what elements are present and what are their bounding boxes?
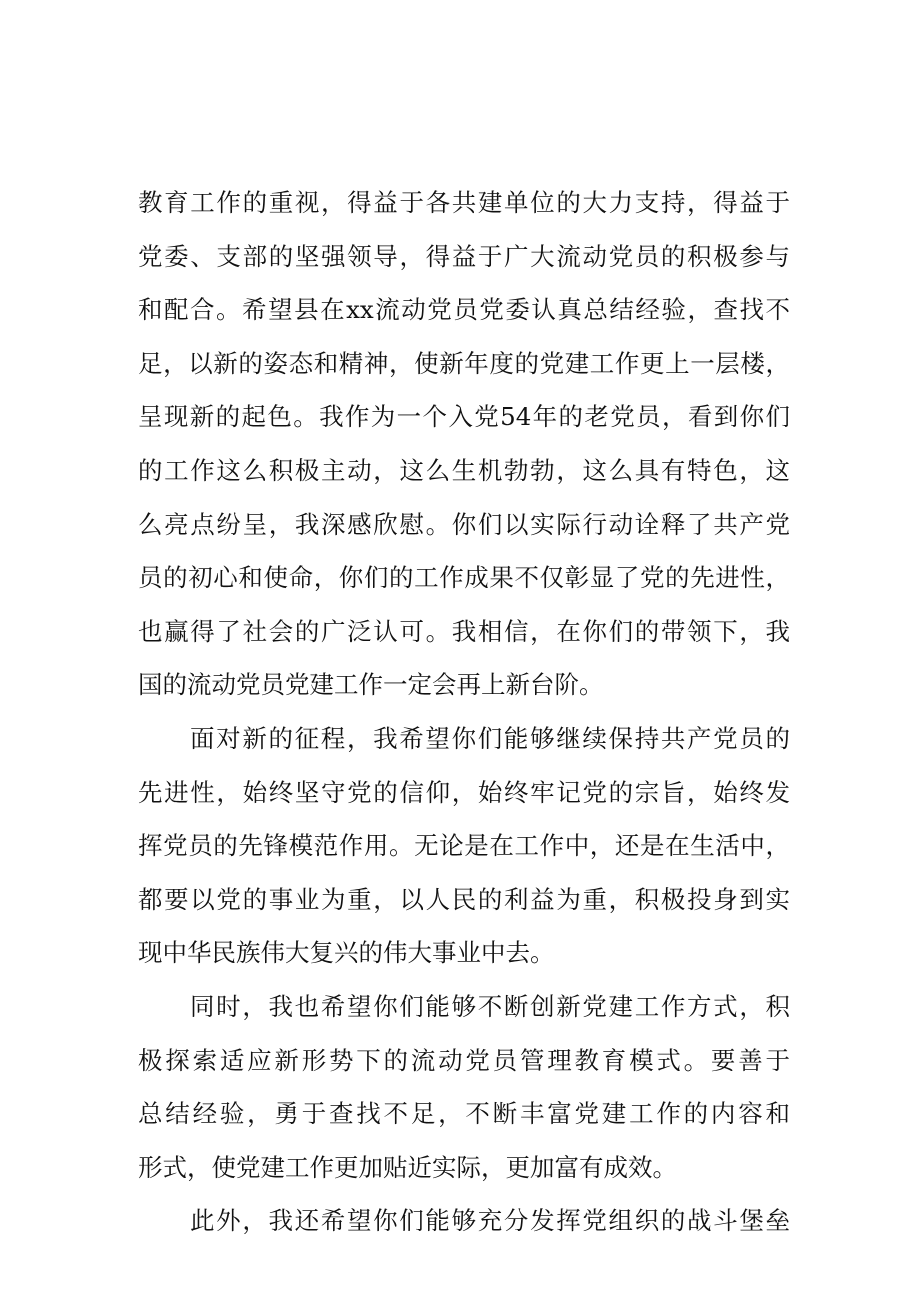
text-line: 总结经验，勇于查找不足，不断丰富党建工作的内容和: [138, 1099, 790, 1129]
text-line: 极探索适应新形势下的流动党员管理教育模式。要善于: [138, 1045, 790, 1075]
text-line: 员的初心和使命，你们的工作成果不仅彰显了党的先进性，: [138, 563, 790, 593]
text-line: 都要以党的事业为重，以人民的利益为重，积极投身到实: [138, 884, 790, 914]
text-line: 国的流动党员党建工作一定会再上新台阶。: [138, 670, 604, 700]
text-line: 先进性，始终坚守党的信仰，始终牢记党的宗旨，始终发: [138, 777, 790, 807]
text-line: 和配合。希望县在xx流动党员党委认真总结经验，查找不: [138, 295, 790, 325]
text-line: 教育工作的重视，得益于各共建单位的大力支持，得益于: [138, 188, 790, 217]
text-line: 党委、支部的坚强领导，得益于广大流动党员的积极参与: [138, 241, 790, 271]
text-line: 形式，使党建工作更加贴近实际，更加富有成效。: [138, 1152, 677, 1182]
paragraph-first-line: 面对新的征程，我希望你们能够继续保持共产党员的: [190, 723, 790, 753]
text-line: 现中华民族伟大复兴的伟大事业中去。: [138, 938, 555, 968]
text-line: 的工作这么积极主动，这么生机勃勃，这么具有特色，这: [138, 455, 790, 485]
text-line: 呈现新的起色。我作为一个入党54年的老党员，看到你们: [138, 402, 790, 432]
text-line: 也赢得了社会的广泛认可。我相信，在你们的带领下，我: [138, 616, 790, 646]
text-line: 足，以新的姿态和精神，使新年度的党建工作更上一层楼，: [138, 348, 790, 378]
paragraph-first-line: 同时，我也希望你们能够不断创新党建工作方式，积: [190, 991, 790, 1021]
document-body: [138, 176, 790, 1248]
paragraph-first-line: 此外，我还希望你们能够充分发挥党组织的战斗堡垒: [190, 1206, 790, 1236]
text-line: 挥党员的先锋模范作用。无论是在工作中，还是在生活中，: [138, 831, 790, 861]
text-line: 么亮点纷呈，我深感欣慰。你们以实际行动诠释了共产党: [138, 509, 790, 539]
